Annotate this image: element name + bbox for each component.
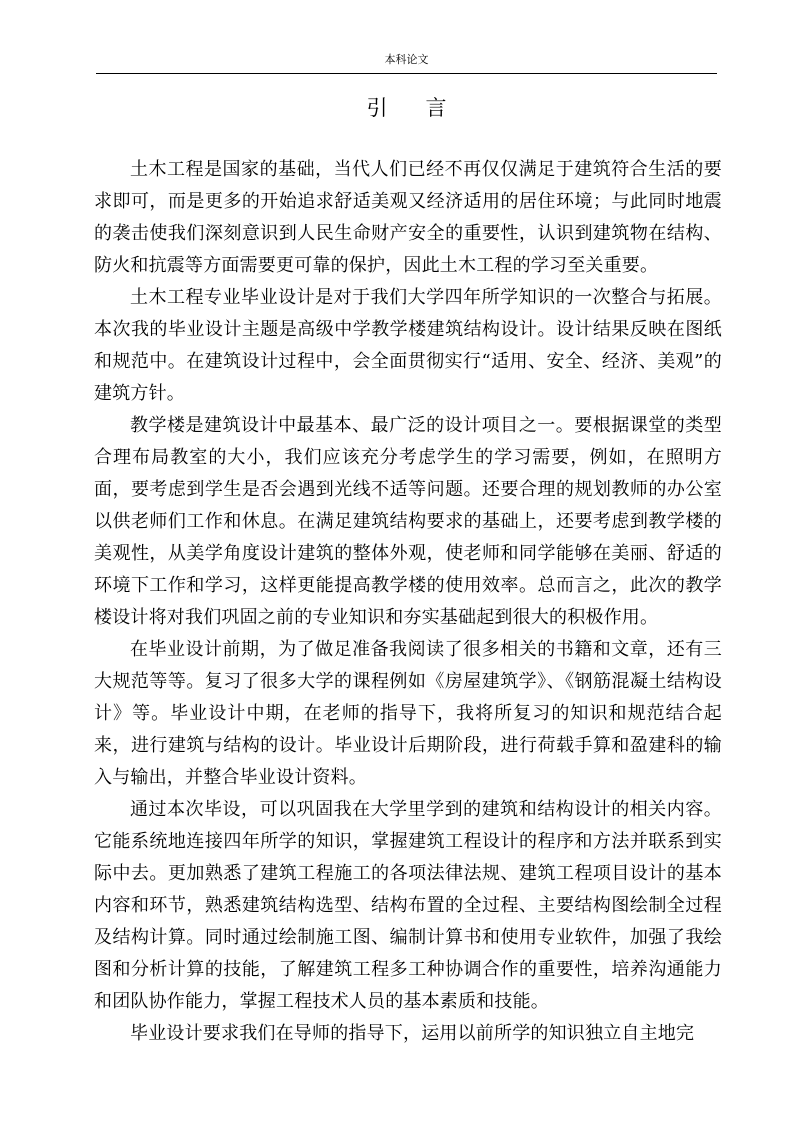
paragraph-3: 教学楼是建筑设计中最基本、最广泛的设计项目之一。要根据课堂的类型合理布局教室的大小，我们应该充分考虑学生的学习需要，例如，在照明方面，要考虑到学生是否会遇到光线不适等问题。还要合理的规划教师的办公室以供老师们工作和休息。在满足建筑结构要求的基础上，还要考虑到教学楼的美观性，从美学角度设计建筑的整体外观，使老师和同学能够在美丽、舒适的环境下工作和学习，这样更能提高教学楼的使用效率。总而言之，此次的教学楼设计将对我们巩固之前的专业知识和夯实基础起到很大的积极作用。 <box>94 415 722 628</box>
header-divider <box>96 73 717 74</box>
paragraph-6: 毕业设计要求我们在导师的指导下，运用以前所学的知识独立自主地完 <box>130 1023 695 1044</box>
page-header: 本科论文 <box>384 53 429 66</box>
body-text <box>94 154 722 1050</box>
paragraph-1: 土木工程是国家的基础，当代人们已经不再仅仅满足于建筑符合生活的要求即可，而是更多的开始追求舒适美观又经济适用的居住环境；与此同时地震的袭击使我们深刻意识到人民生命财产安全的重要性，认识到建筑物在结构、防火和抗震等方面需要更可靠的保护，因此土木工程的学习至关重要。 <box>94 159 722 276</box>
paragraph-2: 土木工程专业毕业设计是对于我们大学四年所学知识的一次整合与拓展。本次我的毕业设计主题是高级中学教学楼建筑结构设计。设计结果反映在图纸和规范中。在建筑设计过程中，会全面贯彻实行“适用、安全、经济、美观”的建筑方针。 <box>94 287 722 404</box>
paragraph-4: 在毕业设计前期，为了做足准备我阅读了很多相关的书籍和文章，还有三大规范等等。复习了很多大学的课程例如《房屋建筑学》、《钢筋混凝土结构设计》等。毕业设计中期，在老师的指导下，我将所复习的知识和规范结合起来，进行建筑与结构的设计。毕业设计后期阶段，进行荷载手算和盈建科的输入与输出，并整合毕业设计资料。 <box>94 639 722 788</box>
section-title: 引言 <box>366 96 485 120</box>
paragraph-5: 通过本次毕设，可以巩固我在大学里学到的建筑和结构设计的相关内容。它能系统地连接四年所学的知识，掌握建筑工程设计的程序和方法并联系到实际中去。更加熟悉了建筑工程施工的各项法律法规、建筑工程项目设计的基本内容和环节，熟悉建筑结构选型、结构布置的全过程、主要结构图绘制全过程及结构计算。同时通过绘制施工图、编制计算书和使用专业软件，加强了我绘图和分析计算的技能，了解建筑工程多工种协调合作的重要性，培养沟通能力和团队协作能力，掌握工程技术人员的基本素质和技能。 <box>94 799 722 1012</box>
